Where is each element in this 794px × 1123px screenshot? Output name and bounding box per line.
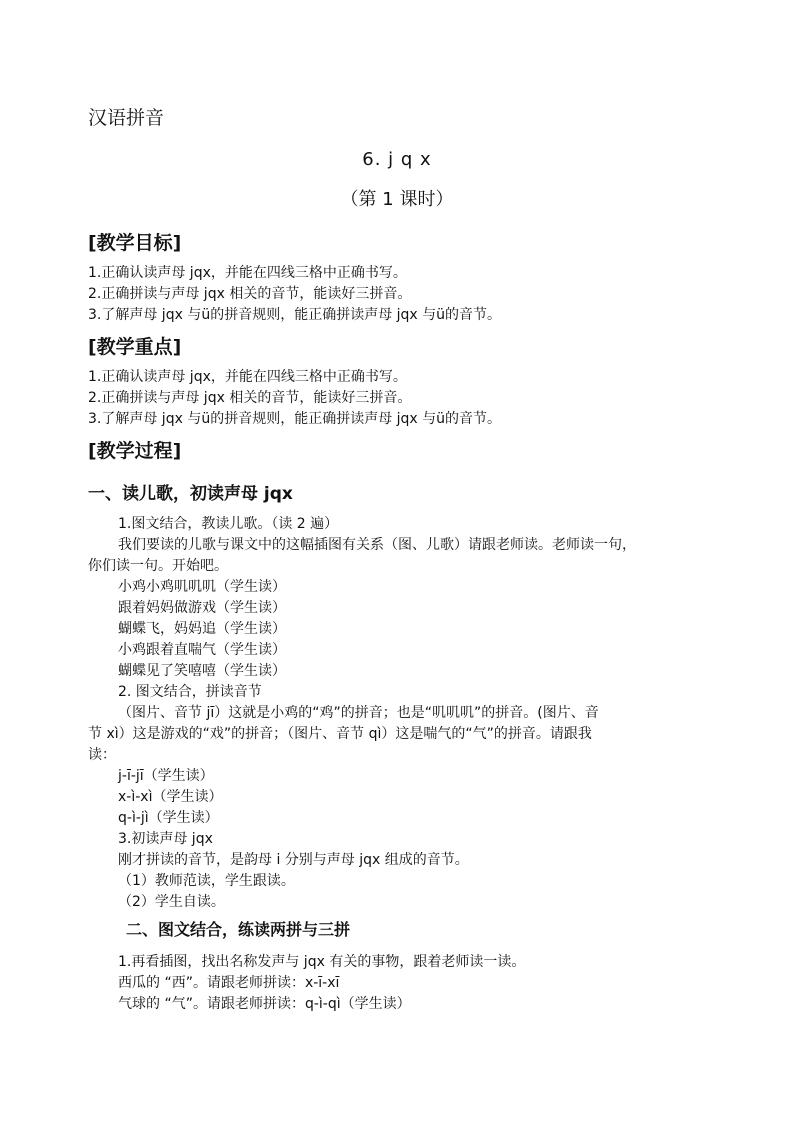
rhyme-line: 跟着妈妈做游戏（学生读） [118,600,286,616]
step-title: 2. 图文结合，拼读音节 [118,684,262,700]
rhyme-line: 蝴蝶见了笑嘻嘻（学生读） [118,663,286,679]
paragraph-line: 你们读一句。开始吧。 [88,558,228,574]
rhyme-line: 小鸡小鸡叽叽叽（学生读） [118,579,286,595]
lesson-subtitle: （第 1 课时） [340,189,454,210]
rhyme-line: 小鸡跟着直喘气（学生读） [118,642,286,658]
pinyin-line: j-ī-jī（学生读） [118,768,214,784]
process-heading: [教学过程] [88,440,182,462]
paragraph-line: 节 xì）这是游戏的“戏”的拼音；（图片、音节 qì）这是喘气的“气”的拼音。请跟我 [88,726,592,742]
lesson-title: 6. j q x [362,149,432,170]
unit-title: 汉语拼音 [88,107,165,129]
rhyme-line: 蝴蝶飞，妈妈追（学生读） [118,621,286,637]
goal-item: 1.正确认读声母 jqx，并能在四线三格中正确书写。 [88,265,407,281]
paragraph-line: 1.图文结合，教读儿歌。（读 2 遍） [118,516,339,532]
paragraph-line: （图片、音节 jī）这就是小鸡的“鸡”的拼音；也是“叽叽叽”的拼音。(图片、音 [118,705,599,721]
step-title: 3.初读声母 jqx [118,831,213,847]
section-1-title: 一、读儿歌，初读声母 jqx [88,484,293,504]
paragraph-line: 刚才拼读的音节，是韵母 i 分别与声母 jqx 组成的音节。 [118,852,469,868]
paragraph-line: 我们要读的儿歌与课文中的这幅插图有关系（图、儿歌）请跟老师读。老师读一句， [118,537,636,553]
paragraph-line: 1.再看插图，找出名称发声与 jqx 有关的事物，跟着老师读一读。 [118,954,526,970]
goal-item: 2.正确拼读与声母 jqx 相关的音节，能读好三拼音。 [88,286,412,302]
section-2-title: 二、图文结合，练读两拼与三拼 [126,920,351,939]
paragraph-line: 西瓜的 “西”。请跟老师拼读：x-ī-xī [118,975,340,991]
paragraph-line: （1）教师范读，学生跟读。 [118,873,295,889]
pinyin-line: x-ì-xì（学生读） [118,789,223,805]
goals-heading: [教学目标] [88,232,182,254]
pinyin-line: q-ì-jì（学生读） [118,810,219,826]
keypoints-heading: [教学重点] [88,336,182,358]
paragraph-line: 气球的 “气”。请跟老师拼读：q-ì-qì（学生读） [118,996,411,1012]
keypoint-item: 1.正确认读声母 jqx，并能在四线三格中正确书写。 [88,369,407,385]
keypoint-item: 2.正确拼读与声母 jqx 相关的音节，能读好三拼音。 [88,390,412,406]
keypoint-item: 3.了解声母 jqx 与ü的拼音规则，能正确拼读声母 jqx 与ü的音节。 [88,411,502,427]
goal-item: 3.了解声母 jqx 与ü的拼音规则，能正确拼读声母 jqx 与ü的音节。 [88,307,502,323]
paragraph-line: 读： [88,747,116,763]
paragraph-line: （2）学生自读。 [118,894,225,910]
